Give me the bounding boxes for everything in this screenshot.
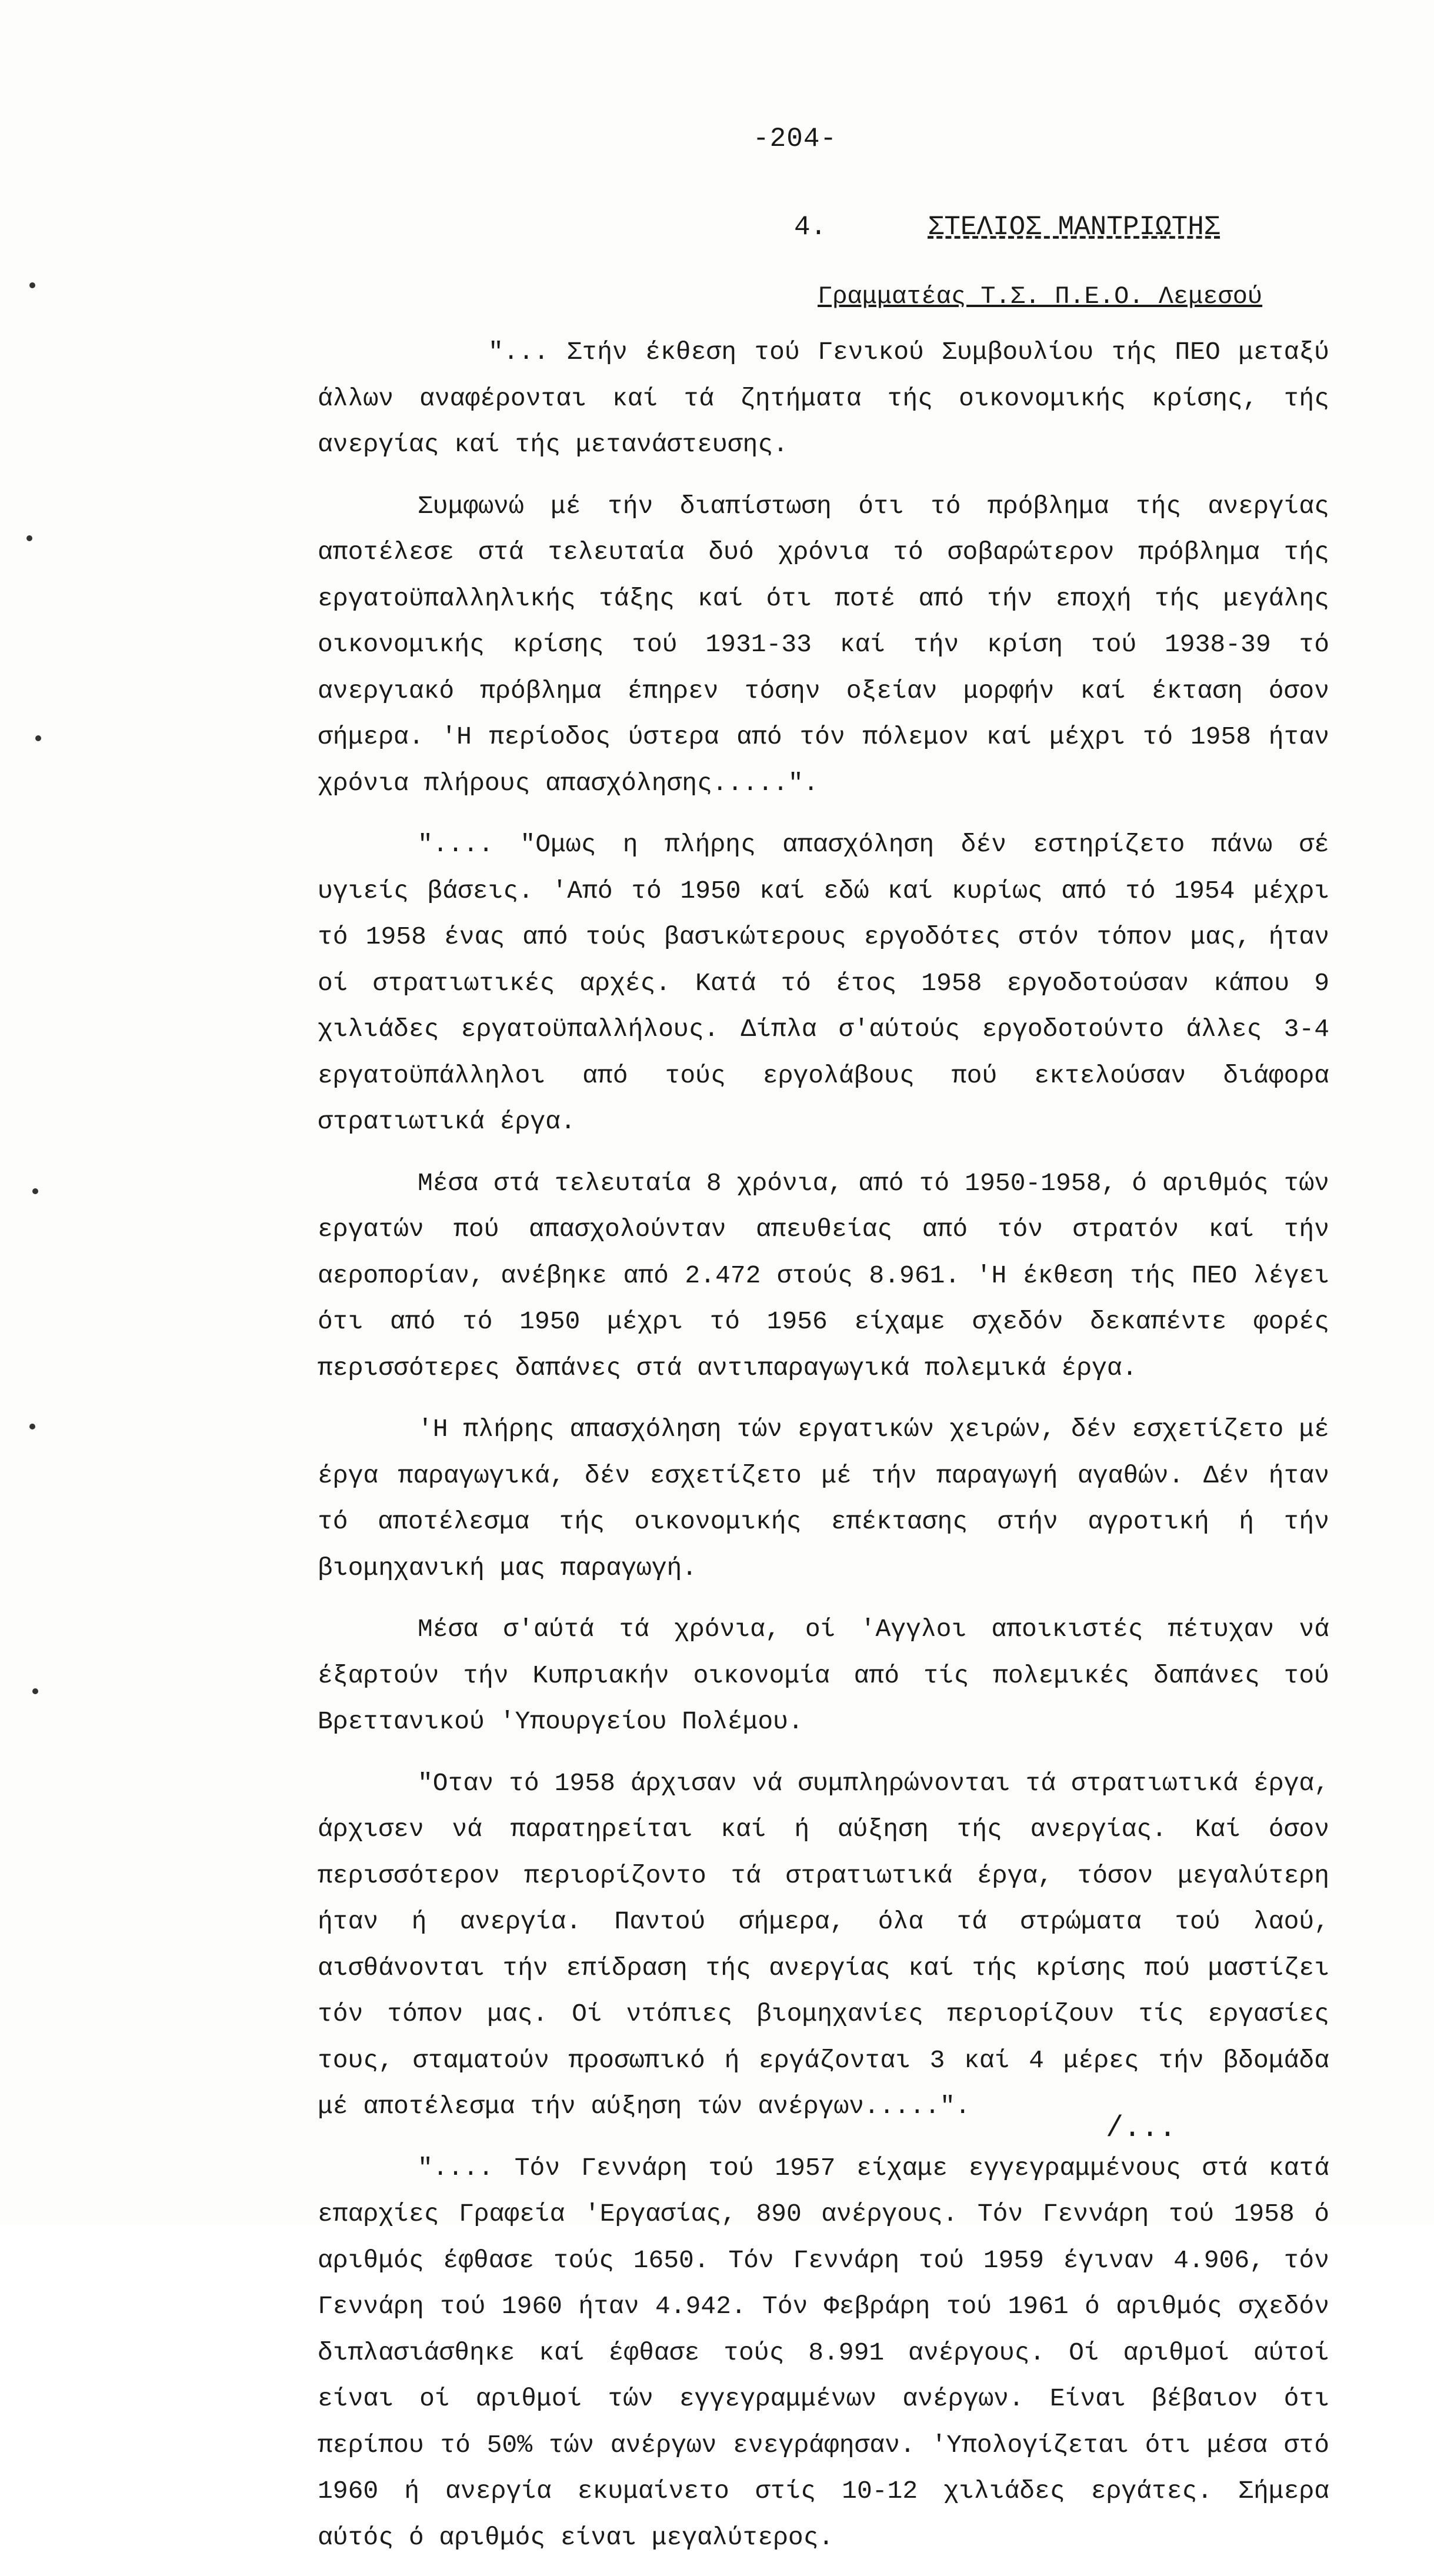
margin-dot: [35, 735, 41, 741]
paragraph: "Οταν τό 1958 άρχισαν νά συμπληρώνονται τά στρατιωτικά έργα, άρχισεν νά παρατηρείται καί ή αύξηση τής ανεργίας. Καί όσον περισσότερον περιορίζοντο τά στρατιωτικά έργα, τόσον μεγαλύτερη ήταν ή ανεργία. Παντού σήμερα, όλα τά στρώματα τού λαού, αισθάνονται τήν επίδραση τής ανεργίας καί τής κρίσης πού μαστίζει τόν τόπον μας. Οί ντόπιες βιομηχανίες περιορίζουν τίς εργασίες τους, σταματούν προσωπικό ή εργάζονται 3 καί 4 μέρες τήν βδομάδα μέ αποτέλεσμα τήν αύξηση τών ανέργων.....".: [318, 1768, 1329, 2121]
margin-dot: [29, 282, 35, 288]
margin-dot: [32, 1688, 38, 1694]
margin-dot: [29, 1424, 35, 1429]
paragraph: ".... Τόν Γεννάρη τού 1957 είχαμε εγγεγραμμένους στά κατά επαρχίες Γραφεία 'Εργασίας, 890 ανέργους. Τόν Γεννάρη τού 1958 ό αριθμός έφθασε τούς 1650. Τόν Γεννάρη τού 1959 έγιναν 4.906, τόν Γεννάρη τού 1960 ήταν 4.942. Τόν Φεβράρη τού 1961 ό αριθμός σχεδόν διπλασιάσθηκε καί έφθασε τούς 8.991 ανέργους. Οί αριθμοί αύτοί είναι οί αριθμοί τών εγγεγραμμένων ανέργων. Είναι βέβαιον ότι περίπου τό 50% τών ανέργων ενεγράφησαν. 'Υπολογίζεται ότι μέσα στό 1960 ή ανεργία εκυμαίνετο στίς 10-12 χιλιάδες εργάτες. Σήμερα αύτός ό αριθμός είναι μεγαλύτερος.: [318, 2153, 1329, 2552]
page-number: -204-: [753, 124, 838, 154]
body-text: [318, 329, 1329, 2576]
continued-mark: /...: [1106, 2112, 1177, 2145]
paragraph: 'Η πλήρης απασχόληση τών εργατικών χειρών, δέν εσχετίζετο μέ έργα παραγωγικά, δέν εσχετίζετο μέ τήν παραγωγή αγαθών. Δέν ήταν τό αποτέλεσμα τής οικονομικής επέκτασης στήν αγροτική ή τήν βιομηχανική μας παραγωγή.: [318, 1415, 1329, 1582]
paragraph: ".... "Ομως η πλήρης απασχόληση δέν εστηρίζετο πάνω σέ υγιείς βάσεις. 'Από τό 1950 καί εδώ καί κυρίως από τό 1954 μέχρι τό 1958 ένας από τούς βασικώτερους εργοδότες στόν τόπον μας, ήταν οί στρατιωτικές αρχές. Κατά τό έτος 1958 εργοδοτούσαν κάπου 9 χιλιάδες εργατοϋπαλλήλους. Δίπλα σ'αύτούς εργοδοτούντο άλλες 3-4 εργατοϋπάλληλοι από τούς εργολάβους πού εκτελούσαν διάφορα στρατιωτικά έργα.: [318, 830, 1329, 1136]
paragraph: Μέσα σ'αύτά τά χρόνια, οί 'Αγγλοι αποικιστές πέτυχαν νά έξαρτούν τήν Κυπριακήν οικονομία από τίς πολεμικές δαπάνες τού Βρεττανικού 'Υπουργείου Πολέμου.: [318, 1615, 1329, 1736]
margin-dot: [32, 1188, 38, 1194]
section-heading: [794, 212, 1220, 242]
margin-dot: [26, 535, 32, 541]
speaker-name: ΣΤΕΛΙΟΣ ΜΑΝΤΡΙΩΤΗΣ: [928, 212, 1220, 242]
paragraph: Μέσα στά τελευταία 8 χρόνια, από τό 1950-1958, ό αριθμός τών εργατών πού απασχολούνταν απευθείας από τόν στρατόν καί τήν αεροπορίαν, ανέβηκε από 2.472 στούς 8.961. 'Η έκθεση τής ΠΕΟ λέγει ότι από τό 1950 μέχρι τό 1956 είχαμε σχεδόν δεκαπέντε φορές περισσότερες δαπάνες στά αντιπαραγωγικά πολεμικά έργα.: [318, 1168, 1329, 1382]
paragraph: Συμφωνώ μέ τήν διαπίστωση ότι τό πρόβλημα τής ανεργίας αποτέλεσε στά τελευταία δυό χρόνια τό σοβαρώτερον πρόβλημα τής εργατοϋπαλληλικής τάξης καί ότι ποτέ από τήν εποχή τής μεγάλης οικονομικής κρίσης τού 1931-33 καί τήν κρίση τού 1938-39 τό ανεργιακό πρόβλημα έπηρεν τόσην οξείαν μορφήν καί έκταση όσον σήμερα. 'Η περίοδος ύστερα από τόν πόλεμον καί μέχρι τό 1958 ήταν χρόνια πλήρους απασχόλησης.....".: [318, 491, 1329, 798]
section-number: 4.: [794, 212, 827, 242]
speaker-title: Γραμματέας Τ.Σ. Π.Ε.Ο. Λεμεσού: [818, 282, 1263, 311]
paragraph: "... Στήν έκθεση τού Γενικού Συμβουλίου τής ΠΕΟ μεταξύ άλλων αναφέρονται καί τά ζητήματα τής οικονομικής κρίσης, τής ανεργίας καί τής μετανάστευσης.: [318, 338, 1329, 459]
